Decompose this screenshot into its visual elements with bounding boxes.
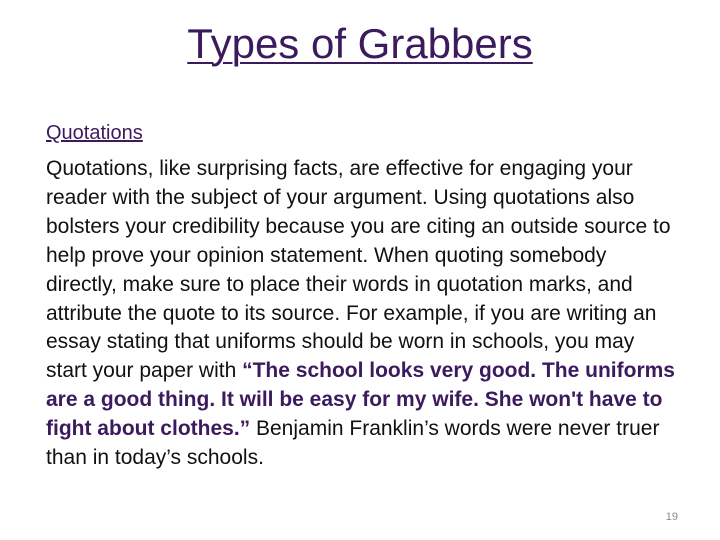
body-intro-text: Quotations, like surprising facts, are effective for engaging your reader with the subject of your argument. Using quotations also bolsters your credibility because you are citing an outside source to help prove your opinion statement. When quoting somebody directly, make sure to place their words in quotation marks, and attribute the quote to its source. For example, if you are writing an essay stating that uniforms should be worn in schools, you may start your paper with: [46, 157, 671, 383]
section-heading: Quotations: [46, 122, 143, 144]
body-paragraph: [46, 155, 676, 473]
slide-title: Types of Grabbers: [187, 20, 533, 67]
quote-text: “The school looks very good. The uniforms are a good thing. It will be easy for my wife. She won't have to fight about clothes.”: [46, 359, 675, 441]
page-number: 19: [665, 511, 678, 523]
body-outro-text: Benjamin Franklin’s words were never truer than in today’s schools.: [46, 417, 660, 470]
